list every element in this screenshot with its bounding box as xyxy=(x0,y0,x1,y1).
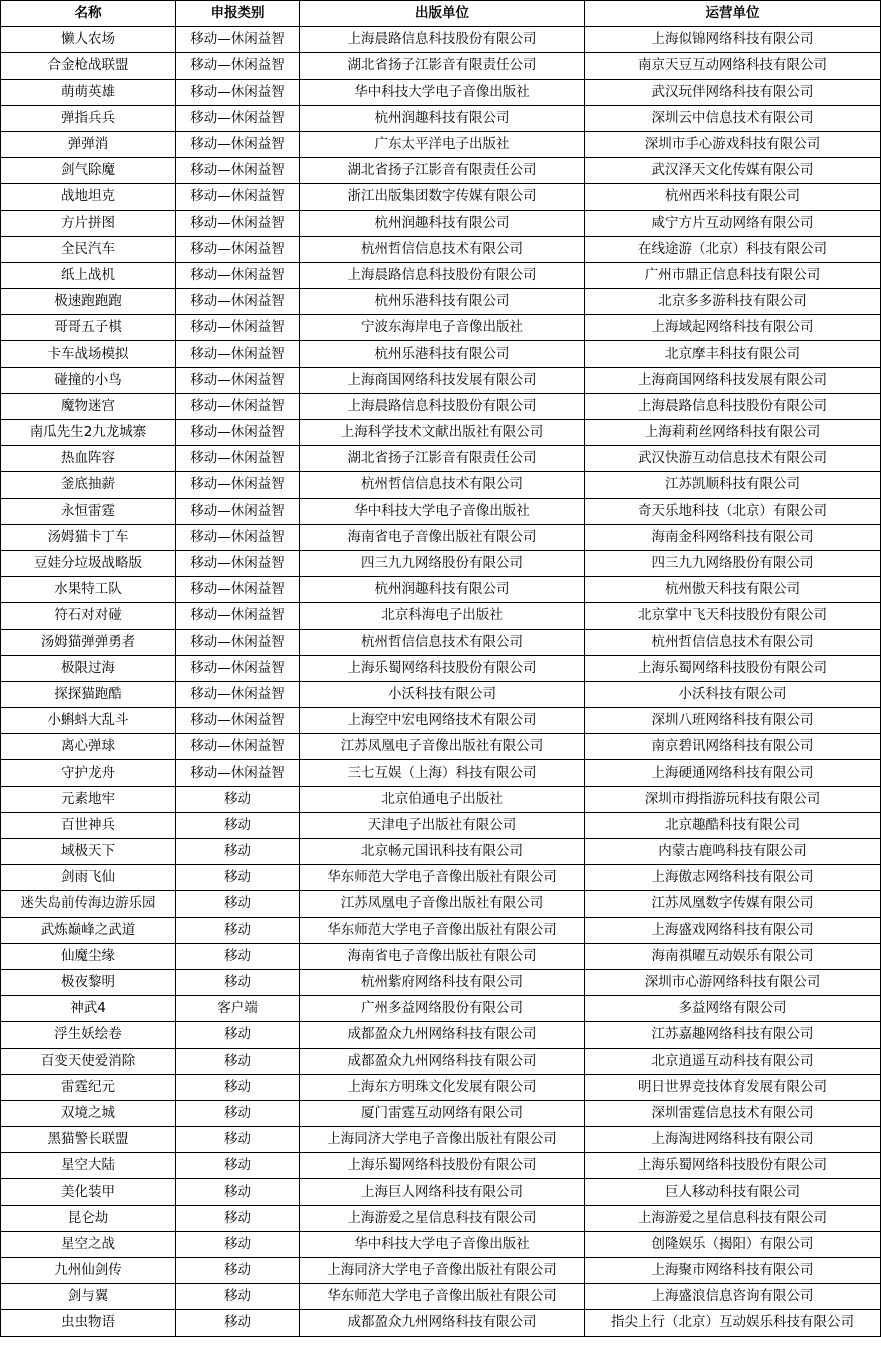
table-row xyxy=(1,1127,881,1153)
cell-category: 移动 xyxy=(176,786,300,812)
cell-publisher: 海南省电子音像出版社有限公司 xyxy=(300,943,585,969)
cell-category: 移动—休闲益智 xyxy=(176,577,300,603)
table-row xyxy=(1,105,881,131)
cell-operator: 北京多多游科技有限公司 xyxy=(585,289,881,315)
cell-name: 水果特工队 xyxy=(1,577,176,603)
cell-name: 南瓜先生2九龙城寨 xyxy=(1,420,176,446)
table-row xyxy=(1,27,881,53)
cell-operator: 深圳云中信息技术有限公司 xyxy=(585,105,881,131)
table-row xyxy=(1,996,881,1022)
cell-name: 方片拼图 xyxy=(1,210,176,236)
cell-name: 魔物迷宫 xyxy=(1,393,176,419)
cell-name: 合金枪战联盟 xyxy=(1,53,176,79)
header-category: 申报类别 xyxy=(176,1,300,27)
cell-operator: 创隆娱乐（揭阳）有限公司 xyxy=(585,1231,881,1257)
cell-name: 萌萌英雄 xyxy=(1,79,176,105)
table-body xyxy=(1,27,881,1336)
cell-name: 百变天使爱消除 xyxy=(1,1048,176,1074)
cell-operator: 深圳市手心游戏科技有限公司 xyxy=(585,131,881,157)
cell-name: 虫虫物语 xyxy=(1,1310,176,1336)
table-row xyxy=(1,1258,881,1284)
cell-name: 黑猫警长联盟 xyxy=(1,1127,176,1153)
cell-category: 移动 xyxy=(176,1231,300,1257)
cell-operator: 上海盛戏网络科技有限公司 xyxy=(585,917,881,943)
cell-operator: 杭州西米科技有限公司 xyxy=(585,184,881,210)
cell-operator: 上海商国网络科技发展有限公司 xyxy=(585,367,881,393)
cell-name: 星空之战 xyxy=(1,1231,176,1257)
table-row xyxy=(1,472,881,498)
cell-operator: 江苏凯顺科技有限公司 xyxy=(585,472,881,498)
table-row xyxy=(1,943,881,969)
cell-operator: 上海莉莉丝网络科技有限公司 xyxy=(585,420,881,446)
cell-publisher: 华中科技大学电子音像出版社 xyxy=(300,498,585,524)
cell-name: 双境之城 xyxy=(1,1100,176,1126)
table-row xyxy=(1,969,881,995)
cell-name: 豆娃分垃圾战略版 xyxy=(1,550,176,576)
cell-operator: 上海傲志网络科技有限公司 xyxy=(585,865,881,891)
cell-category: 移动 xyxy=(176,865,300,891)
cell-operator: 深圳八班网络科技有限公司 xyxy=(585,708,881,734)
cell-publisher: 上海游爱之星信息科技有限公司 xyxy=(300,1205,585,1231)
cell-operator: 上海晨路信息科技股份有限公司 xyxy=(585,393,881,419)
cell-name: 釜底抽薪 xyxy=(1,472,176,498)
table-row xyxy=(1,1179,881,1205)
cell-category: 移动 xyxy=(176,1048,300,1074)
cell-publisher: 杭州润趣科技有限公司 xyxy=(300,105,585,131)
cell-publisher: 广东太平洋电子出版社 xyxy=(300,131,585,157)
cell-publisher: 成都盈众九州网络科技有限公司 xyxy=(300,1310,585,1336)
cell-operator: 明日世界竞技体育发展有限公司 xyxy=(585,1074,881,1100)
cell-category: 移动—休闲益智 xyxy=(176,734,300,760)
cell-operator: 北京趣酷科技有限公司 xyxy=(585,812,881,838)
cell-category: 移动 xyxy=(176,943,300,969)
table-row xyxy=(1,1022,881,1048)
cell-category: 移动—休闲益智 xyxy=(176,420,300,446)
header-name: 名称 xyxy=(1,1,176,27)
table-row xyxy=(1,629,881,655)
cell-operator: 上海域起网络科技有限公司 xyxy=(585,315,881,341)
header-row xyxy=(1,1,881,27)
cell-publisher: 北京畅元国讯科技有限公司 xyxy=(300,839,585,865)
cell-name: 武炼巅峰之武道 xyxy=(1,917,176,943)
cell-publisher: 成都盈众九州网络科技有限公司 xyxy=(300,1022,585,1048)
cell-operator: 上海游爱之星信息科技有限公司 xyxy=(585,1205,881,1231)
cell-name: 元素地牢 xyxy=(1,786,176,812)
cell-publisher: 杭州乐港科技有限公司 xyxy=(300,341,585,367)
cell-publisher: 华东师范大学电子音像出版社有限公司 xyxy=(300,917,585,943)
cell-publisher: 华中科技大学电子音像出版社 xyxy=(300,1231,585,1257)
cell-publisher: 北京伯通电子出版社 xyxy=(300,786,585,812)
cell-operator: 四三九九网络股份有限公司 xyxy=(585,550,881,576)
table-row xyxy=(1,524,881,550)
cell-publisher: 杭州哲信信息技术有限公司 xyxy=(300,472,585,498)
cell-name: 哥哥五子棋 xyxy=(1,315,176,341)
table-row xyxy=(1,393,881,419)
cell-category: 移动 xyxy=(176,812,300,838)
cell-publisher: 杭州乐港科技有限公司 xyxy=(300,289,585,315)
cell-category: 移动 xyxy=(176,891,300,917)
cell-operator: 广州市鼎正信息科技有限公司 xyxy=(585,262,881,288)
cell-category: 移动—休闲益智 xyxy=(176,446,300,472)
cell-publisher: 杭州润趣科技有限公司 xyxy=(300,210,585,236)
cell-operator: 巨人移动科技有限公司 xyxy=(585,1179,881,1205)
table-row xyxy=(1,708,881,734)
cell-publisher: 上海东方明珠文化发展有限公司 xyxy=(300,1074,585,1100)
cell-operator: 上海盛浪信息咨询有限公司 xyxy=(585,1284,881,1310)
cell-category: 移动 xyxy=(176,917,300,943)
cell-publisher: 上海商国网络科技发展有限公司 xyxy=(300,367,585,393)
cell-category: 移动—休闲益智 xyxy=(176,498,300,524)
table-row xyxy=(1,865,881,891)
cell-name: 永恒雷霆 xyxy=(1,498,176,524)
cell-name: 符石对对碰 xyxy=(1,603,176,629)
cell-category: 移动 xyxy=(176,1310,300,1336)
cell-name: 昆仑劫 xyxy=(1,1205,176,1231)
table-row xyxy=(1,420,881,446)
table-row xyxy=(1,734,881,760)
table-row xyxy=(1,262,881,288)
cell-publisher: 华中科技大学电子音像出版社 xyxy=(300,79,585,105)
cell-operator: 海南金科网络科技有限公司 xyxy=(585,524,881,550)
table-row xyxy=(1,131,881,157)
cell-name: 战地坦克 xyxy=(1,184,176,210)
cell-publisher: 湖北省扬子江影音有限责任公司 xyxy=(300,446,585,472)
table-row xyxy=(1,1153,881,1179)
cell-category: 移动 xyxy=(176,1127,300,1153)
cell-category: 移动—休闲益智 xyxy=(176,236,300,262)
cell-name: 浮生妖绘卷 xyxy=(1,1022,176,1048)
cell-category: 移动—休闲益智 xyxy=(176,629,300,655)
cell-name: 剑与翼 xyxy=(1,1284,176,1310)
table-row xyxy=(1,550,881,576)
cell-operator: 小沃科技有限公司 xyxy=(585,681,881,707)
cell-operator: 深圳市心游网络科技有限公司 xyxy=(585,969,881,995)
table-row xyxy=(1,891,881,917)
cell-category: 客户端 xyxy=(176,996,300,1022)
cell-publisher: 广州多益网络股份有限公司 xyxy=(300,996,585,1022)
cell-operator: 深圳雷霆信息技术有限公司 xyxy=(585,1100,881,1126)
header-publisher: 出版单位 xyxy=(300,1,585,27)
cell-publisher: 华东师范大学电子音像出版社有限公司 xyxy=(300,1284,585,1310)
cell-category: 移动—休闲益智 xyxy=(176,210,300,236)
table-row xyxy=(1,786,881,812)
cell-operator: 深圳市拇指游玩科技有限公司 xyxy=(585,786,881,812)
cell-name: 雷霆纪元 xyxy=(1,1074,176,1100)
cell-category: 移动—休闲益智 xyxy=(176,367,300,393)
cell-name: 守护龙舟 xyxy=(1,760,176,786)
cell-category: 移动—休闲益智 xyxy=(176,262,300,288)
cell-category: 移动 xyxy=(176,1022,300,1048)
cell-category: 移动—休闲益智 xyxy=(176,158,300,184)
cell-operator: 北京掌中飞天科技股份有限公司 xyxy=(585,603,881,629)
cell-publisher: 厦门雷霆互动网络有限公司 xyxy=(300,1100,585,1126)
cell-operator: 上海乐蜀网络科技股份有限公司 xyxy=(585,1153,881,1179)
table-row xyxy=(1,184,881,210)
cell-name: 弹弹消 xyxy=(1,131,176,157)
table-row xyxy=(1,917,881,943)
cell-publisher: 浙江出版集团数字传媒有限公司 xyxy=(300,184,585,210)
cell-category: 移动 xyxy=(176,1100,300,1126)
cell-name: 百世神兵 xyxy=(1,812,176,838)
cell-operator: 咸宁方片互动网络有限公司 xyxy=(585,210,881,236)
cell-publisher: 杭州润趣科技有限公司 xyxy=(300,577,585,603)
cell-operator: 北京逍遥互动科技有限公司 xyxy=(585,1048,881,1074)
cell-category: 移动 xyxy=(176,1284,300,1310)
cell-publisher: 江苏凤凰电子音像出版社有限公司 xyxy=(300,891,585,917)
table-row xyxy=(1,1100,881,1126)
cell-publisher: 上海晨路信息科技股份有限公司 xyxy=(300,27,585,53)
cell-name: 极限过海 xyxy=(1,655,176,681)
cell-operator: 上海淘进网络科技有限公司 xyxy=(585,1127,881,1153)
table-row xyxy=(1,53,881,79)
cell-category: 移动 xyxy=(176,839,300,865)
cell-publisher: 上海巨人网络科技有限公司 xyxy=(300,1179,585,1205)
table-row xyxy=(1,446,881,472)
cell-operator: 上海乐蜀网络科技股份有限公司 xyxy=(585,655,881,681)
cell-operator: 上海似锦网络科技有限公司 xyxy=(585,27,881,53)
table-row xyxy=(1,812,881,838)
table-row xyxy=(1,1231,881,1257)
cell-category: 移动—休闲益智 xyxy=(176,105,300,131)
cell-operator: 武汉泽天文化传媒有限公司 xyxy=(585,158,881,184)
cell-publisher: 湖北省扬子江影音有限责任公司 xyxy=(300,158,585,184)
cell-name: 神武4 xyxy=(1,996,176,1022)
cell-name: 纸上战机 xyxy=(1,262,176,288)
cell-name: 迷失岛前传海边游乐园 xyxy=(1,891,176,917)
cell-category: 移动 xyxy=(176,969,300,995)
cell-name: 星空大陆 xyxy=(1,1153,176,1179)
cell-operator: 杭州哲信信息技术有限公司 xyxy=(585,629,881,655)
table-row xyxy=(1,158,881,184)
cell-publisher: 四三九九网络股份有限公司 xyxy=(300,550,585,576)
table-row xyxy=(1,603,881,629)
cell-name: 汤姆猫弹弹勇者 xyxy=(1,629,176,655)
cell-publisher: 小沃科技有限公司 xyxy=(300,681,585,707)
cell-category: 移动 xyxy=(176,1205,300,1231)
cell-category: 移动—休闲益智 xyxy=(176,184,300,210)
table-row xyxy=(1,289,881,315)
table-row xyxy=(1,1284,881,1310)
cell-name: 剑气除魔 xyxy=(1,158,176,184)
cell-name: 卡车战场模拟 xyxy=(1,341,176,367)
cell-operator: 奇天乐地科技（北京）有限公司 xyxy=(585,498,881,524)
cell-category: 移动—休闲益智 xyxy=(176,393,300,419)
cell-operator: 杭州傲天科技有限公司 xyxy=(585,577,881,603)
cell-publisher: 天津电子出版社有限公司 xyxy=(300,812,585,838)
cell-operator: 北京摩丰科技有限公司 xyxy=(585,341,881,367)
cell-operator: 南京天豆互动网络科技有限公司 xyxy=(585,53,881,79)
table-row xyxy=(1,1205,881,1231)
cell-category: 移动 xyxy=(176,1258,300,1284)
table-row xyxy=(1,577,881,603)
table-row xyxy=(1,367,881,393)
cell-name: 小蝌蚪大乱斗 xyxy=(1,708,176,734)
cell-name: 懒人农场 xyxy=(1,27,176,53)
cell-publisher: 上海科学技术文献出版社有限公司 xyxy=(300,420,585,446)
cell-name: 极速跑跑跑 xyxy=(1,289,176,315)
cell-publisher: 杭州紫府网络科技有限公司 xyxy=(300,969,585,995)
table-row xyxy=(1,79,881,105)
cell-category: 移动—休闲益智 xyxy=(176,681,300,707)
table-row xyxy=(1,655,881,681)
cell-category: 移动—休闲益智 xyxy=(176,472,300,498)
cell-operator: 武汉玩伴网络科技有限公司 xyxy=(585,79,881,105)
cell-name: 离心弹球 xyxy=(1,734,176,760)
cell-name: 弹指兵兵 xyxy=(1,105,176,131)
cell-name: 汤姆猫卡丁车 xyxy=(1,524,176,550)
cell-operator: 内蒙古鹿鸣科技有限公司 xyxy=(585,839,881,865)
cell-publisher: 上海晨路信息科技股份有限公司 xyxy=(300,393,585,419)
cell-operator: 江苏嘉趣网络科技有限公司 xyxy=(585,1022,881,1048)
cell-publisher: 江苏凤凰电子音像出版社有限公司 xyxy=(300,734,585,760)
cell-publisher: 华东师范大学电子音像出版社有限公司 xyxy=(300,865,585,891)
table-row xyxy=(1,210,881,236)
cell-operator: 江苏凤凰数字传媒有限公司 xyxy=(585,891,881,917)
cell-publisher: 杭州哲信信息技术有限公司 xyxy=(300,236,585,262)
cell-operator: 指尖上行（北京）互动娱乐科技有限公司 xyxy=(585,1310,881,1336)
cell-category: 移动—休闲益智 xyxy=(176,53,300,79)
cell-operator: 多益网络有限公司 xyxy=(585,996,881,1022)
table-row xyxy=(1,1310,881,1336)
cell-name: 碰撞的小鸟 xyxy=(1,367,176,393)
cell-publisher: 上海同济大学电子音像出版社有限公司 xyxy=(300,1258,585,1284)
cell-name: 九州仙剑传 xyxy=(1,1258,176,1284)
cell-category: 移动—休闲益智 xyxy=(176,79,300,105)
table-row xyxy=(1,1048,881,1074)
cell-category: 移动—休闲益智 xyxy=(176,27,300,53)
cell-operator: 在线途游（北京）科技有限公司 xyxy=(585,236,881,262)
cell-category: 移动 xyxy=(176,1179,300,1205)
table-row xyxy=(1,236,881,262)
cell-category: 移动—休闲益智 xyxy=(176,524,300,550)
cell-publisher: 上海空中宏电网络技术有限公司 xyxy=(300,708,585,734)
cell-category: 移动—休闲益智 xyxy=(176,289,300,315)
cell-operator: 上海硬通网络科技有限公司 xyxy=(585,760,881,786)
table-row xyxy=(1,498,881,524)
cell-category: 移动—休闲益智 xyxy=(176,550,300,576)
table-row xyxy=(1,1074,881,1100)
cell-name: 全民汽车 xyxy=(1,236,176,262)
table-row xyxy=(1,681,881,707)
cell-category: 移动—休闲益智 xyxy=(176,708,300,734)
cell-name: 域极天下 xyxy=(1,839,176,865)
cell-name: 剑雨飞仙 xyxy=(1,865,176,891)
cell-category: 移动 xyxy=(176,1153,300,1179)
table-row xyxy=(1,315,881,341)
cell-publisher: 上海同济大学电子音像出版社有限公司 xyxy=(300,1127,585,1153)
cell-publisher: 宁波东海岸电子音像出版社 xyxy=(300,315,585,341)
cell-name: 美化装甲 xyxy=(1,1179,176,1205)
cell-publisher: 上海乐蜀网络科技股份有限公司 xyxy=(300,655,585,681)
cell-publisher: 杭州哲信信息技术有限公司 xyxy=(300,629,585,655)
cell-category: 移动 xyxy=(176,1074,300,1100)
cell-publisher: 三七互娱（上海）科技有限公司 xyxy=(300,760,585,786)
table-row xyxy=(1,839,881,865)
cell-name: 热血阵容 xyxy=(1,446,176,472)
cell-publisher: 成都盈众九州网络科技有限公司 xyxy=(300,1048,585,1074)
cell-publisher: 北京科海电子出版社 xyxy=(300,603,585,629)
cell-category: 移动—休闲益智 xyxy=(176,603,300,629)
table-row xyxy=(1,341,881,367)
cell-publisher: 湖北省扬子江影音有限责任公司 xyxy=(300,53,585,79)
cell-category: 移动—休闲益智 xyxy=(176,655,300,681)
cell-category: 移动—休闲益智 xyxy=(176,315,300,341)
cell-operator: 上海聚市网络科技有限公司 xyxy=(585,1258,881,1284)
cell-category: 移动—休闲益智 xyxy=(176,760,300,786)
header-operator: 运营单位 xyxy=(585,1,881,27)
cell-publisher: 上海乐蜀网络科技股份有限公司 xyxy=(300,1153,585,1179)
cell-category: 移动—休闲益智 xyxy=(176,341,300,367)
cell-publisher: 海南省电子音像出版社有限公司 xyxy=(300,524,585,550)
cell-category: 移动—休闲益智 xyxy=(176,131,300,157)
cell-publisher: 上海晨路信息科技股份有限公司 xyxy=(300,262,585,288)
cell-operator: 武汉快游互动信息技术有限公司 xyxy=(585,446,881,472)
table-row xyxy=(1,760,881,786)
cell-name: 仙魔尘缘 xyxy=(1,943,176,969)
cell-operator: 南京碧讯网络科技有限公司 xyxy=(585,734,881,760)
cell-name: 极夜黎明 xyxy=(1,969,176,995)
cell-operator: 海南祺曜互动娱乐有限公司 xyxy=(585,943,881,969)
cell-name: 探探猫跑酷 xyxy=(1,681,176,707)
